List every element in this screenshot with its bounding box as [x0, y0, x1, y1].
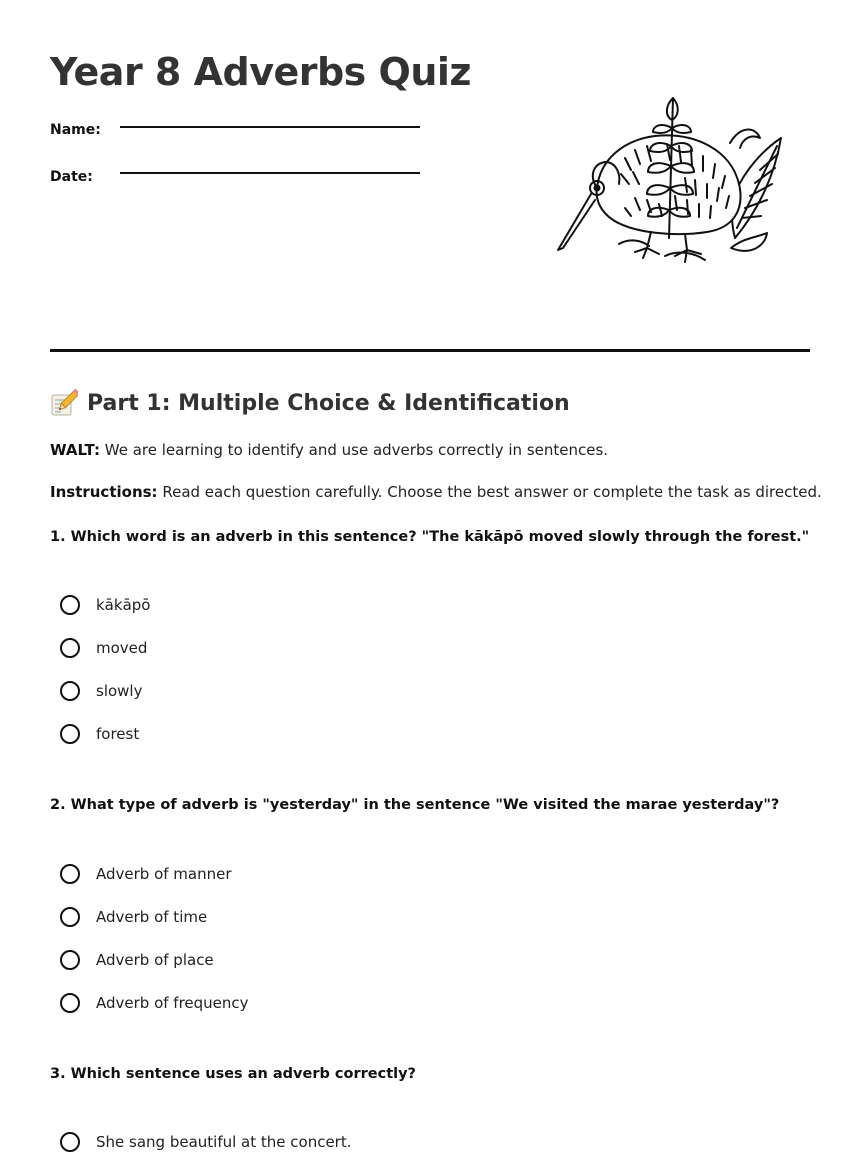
walt-line — [50, 441, 608, 459]
instructions-text: Read each question carefully. Choose the best answer or complete the task as directed. — [162, 483, 822, 501]
q1-option-c[interactable] — [60, 678, 142, 704]
page-title: Year 8 Adverbs Quiz — [50, 50, 472, 94]
question-2-text: 2. What type of adverb is "yesterday" in the sentence "We visited the marae yesterday"? — [50, 797, 780, 813]
name-label: Name: — [50, 122, 101, 138]
option-label: slowly — [96, 682, 143, 700]
radio-button[interactable] — [60, 724, 80, 744]
q1-option-d[interactable] — [60, 721, 139, 747]
name-field[interactable] — [120, 126, 420, 128]
radio-button[interactable] — [60, 993, 80, 1013]
radio-button[interactable] — [60, 681, 80, 701]
q2-option-c[interactable] — [60, 947, 214, 973]
kiwi-illustration — [555, 88, 790, 266]
option-label: kākāpō — [96, 596, 151, 614]
option-label: Adverb of frequency — [96, 994, 249, 1012]
instructions-label: Instructions: — [50, 483, 158, 501]
radio-button[interactable] — [60, 864, 80, 884]
option-label: forest — [96, 725, 140, 743]
option-label: She sang beautiful at the concert. — [96, 1133, 352, 1151]
q1-option-b[interactable] — [60, 635, 147, 661]
walt-label: WALT: — [50, 441, 100, 459]
q3-option-a[interactable] — [60, 1129, 352, 1155]
radio-button[interactable] — [60, 595, 80, 615]
q2-option-b[interactable] — [60, 904, 207, 930]
instructions-line — [50, 483, 822, 501]
option-label: Adverb of time — [96, 908, 208, 926]
question-1-text: 1. Which word is an adverb in this sentence? "The kākāpō moved slowly through the forest." — [50, 529, 810, 545]
option-label: Adverb of place — [96, 951, 214, 969]
option-label: Adverb of manner — [96, 865, 232, 883]
question-3-text: 3. Which sentence uses an adverb correctly? — [50, 1066, 416, 1082]
option-label: moved — [96, 639, 148, 657]
q1-option-a[interactable] — [60, 592, 150, 618]
q2-option-a[interactable] — [60, 861, 232, 887]
radio-button[interactable] — [60, 950, 80, 970]
walt-text: We are learning to identify and use adverbs correctly in sentences. — [104, 441, 609, 459]
section-heading — [50, 389, 570, 417]
date-label: Date: — [50, 169, 93, 185]
section-divider — [50, 349, 810, 352]
section-title: Part 1: Multiple Choice & Identification — [87, 390, 570, 416]
q2-option-d[interactable] — [60, 990, 249, 1016]
radio-button[interactable] — [60, 1132, 80, 1152]
date-field[interactable] — [120, 172, 420, 174]
radio-button[interactable] — [60, 907, 80, 927]
memo-pencil-icon — [50, 389, 78, 417]
radio-button[interactable] — [60, 638, 80, 658]
